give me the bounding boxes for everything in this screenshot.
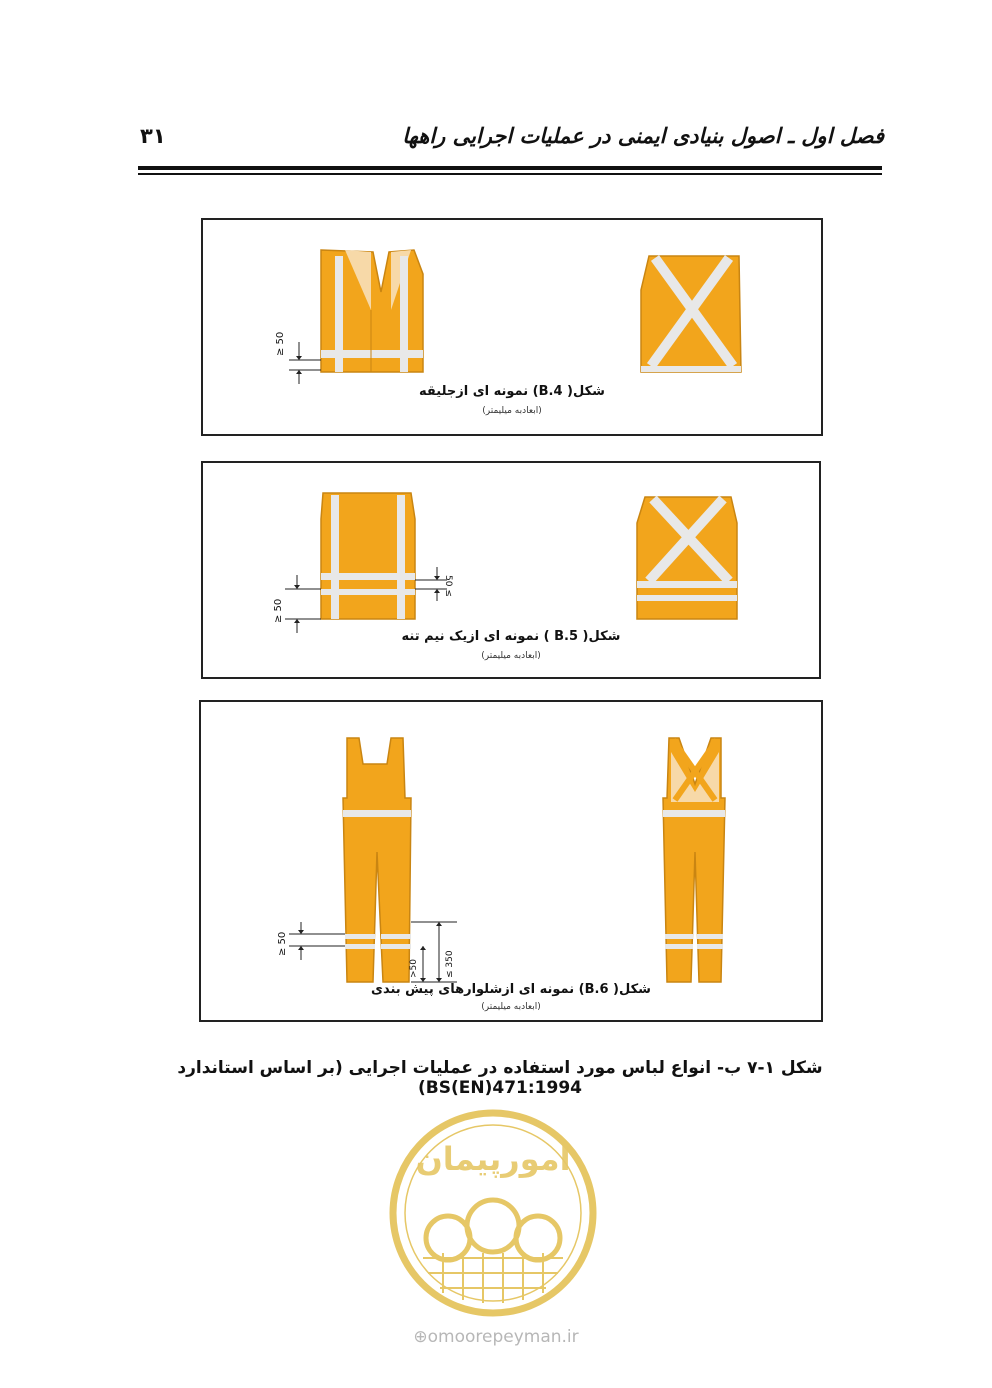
globe-icon: ⊕ xyxy=(413,1327,428,1347)
figure-b5-dim-label: ≥ 50 xyxy=(273,598,284,623)
jacket-front-illustration xyxy=(285,493,447,633)
figure-b6-dim-label: ≥ 50 xyxy=(277,931,288,956)
figure-b4-dim-label: ≥ 50 xyxy=(275,331,286,356)
figure-b4-subcaption: (ابعادبه میلیمتر) xyxy=(482,406,542,416)
bib-trousers-back-illustration xyxy=(663,738,725,982)
header-rule-thin xyxy=(138,173,882,175)
vest-front-illustration xyxy=(289,250,423,384)
figure-b5-illustration xyxy=(203,463,819,677)
watermark-site-text: omoorepeyman.ir xyxy=(427,1327,579,1347)
page-header-title: فصل اول ـ اصول بنیادی ایمنی در عملیات اجرایی راهها xyxy=(402,124,884,148)
figure-b5-subcaption: (ابعادبه میلیمتر) xyxy=(481,651,541,661)
figure-b4-caption: شکل( B.4) نمونه ای ازجلیقه xyxy=(419,384,605,399)
bib-trousers-front-illustration xyxy=(289,738,457,982)
figure-b5-box xyxy=(201,461,821,679)
main-figure-caption: شکل ۱-۷ ب- انواع لباس مورد استفاده در عملیات اجرایی (بر اساس استاندارد BS(EN)471:1994) xyxy=(177,1058,823,1098)
figure-b6-dim-label-2: >50 xyxy=(409,959,419,978)
figure-b6-illustration xyxy=(201,702,821,1020)
jacket-back-illustration xyxy=(637,497,737,619)
watermark-stamp xyxy=(388,1108,598,1318)
stamp-logo-icon xyxy=(388,1108,598,1318)
figure-b5-caption: شکل( B.5 ) نمونه ای ازیک نیم تنه xyxy=(401,629,621,644)
figure-b6-dim-label-3: ≤ 350 xyxy=(445,950,455,978)
figure-b6-subcaption: (ابعادبه میلیمتر) xyxy=(481,1002,541,1012)
header-rule-thick xyxy=(138,166,882,170)
figure-b6-caption: شکل( B.6) نمونه ای ازشلوارهای پیش بندی xyxy=(371,982,651,997)
vest-back-illustration xyxy=(641,256,741,372)
figure-b4-illustration xyxy=(203,220,821,434)
page-number: ۳۱ xyxy=(140,124,166,148)
figure-b4-box xyxy=(201,218,823,436)
figure-b6-box xyxy=(199,700,823,1022)
watermark-site xyxy=(0,1327,992,1347)
svg-text:امورپیمان: امورپیمان xyxy=(415,1140,571,1178)
figure-b5-dim-label-2: 50 ≤ xyxy=(443,575,453,597)
